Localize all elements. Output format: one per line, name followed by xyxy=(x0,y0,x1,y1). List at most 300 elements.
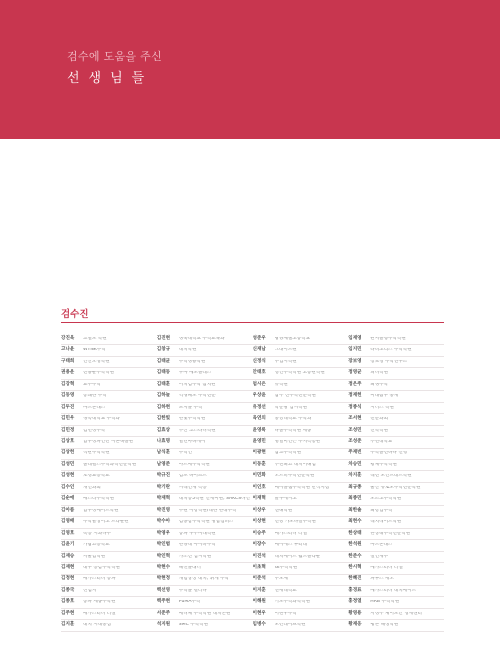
reviewer-affiliation: 구마 메도플레스 xyxy=(178,371,212,376)
reviewer-name: 조성민 xyxy=(348,427,362,433)
reviewer-affiliation: 서정주 제이도안 영재센터 xyxy=(370,611,422,616)
reviewer-affiliation: 부산 코스타디학원 xyxy=(178,428,216,433)
reviewer-affiliation: 마드론래스 xyxy=(83,405,106,410)
reviewer-entry xyxy=(348,357,444,368)
reviewer-entry xyxy=(348,563,444,574)
reviewer-affiliation: 전망 가모다질수학원 xyxy=(274,520,316,525)
reviewer-name: 김두진 xyxy=(61,404,75,410)
reviewer-entry xyxy=(61,529,157,540)
reviewer-affiliation: 진학학원 xyxy=(370,428,389,433)
reviewer-name: 유정선 xyxy=(252,404,266,410)
reviewer-name: 김재승 xyxy=(61,553,75,559)
reviewer-affiliation: 타비고리스 수학학원 xyxy=(370,348,412,353)
reviewer-name: 김종호 xyxy=(61,599,75,605)
reviewer-entry xyxy=(348,368,444,379)
reviewer-affiliation: 역경패도 수학전문 xyxy=(178,394,216,399)
reviewer-affiliation: 전문과외 xyxy=(370,417,389,422)
reviewer-column xyxy=(157,334,253,632)
reviewer-entry xyxy=(157,540,253,551)
reviewer-name: 황재웅 xyxy=(348,622,362,628)
reviewer-name: 김상헌 xyxy=(61,450,75,456)
reviewer-affiliation: 메이플쌤수학학원 반석지점 xyxy=(274,485,330,490)
reviewer-entry xyxy=(157,414,253,425)
reviewer-entry xyxy=(157,334,253,345)
reviewer-entry xyxy=(253,380,349,391)
reviewer-name: 한혜진 xyxy=(348,576,362,582)
reviewer-name: 이민화 xyxy=(252,473,266,479)
reviewer-entry xyxy=(61,437,157,448)
reviewer-name: 임병수 xyxy=(252,622,266,628)
reviewer-name: 한시혁 xyxy=(348,564,362,570)
reviewer-entry xyxy=(61,414,157,425)
reviewer-entry xyxy=(348,529,444,540)
reviewer-affiliation: 인산오성학원 xyxy=(83,359,110,364)
reviewer-affiliation: 미래탐구 중계 xyxy=(370,394,399,399)
reviewer-entry xyxy=(348,426,444,437)
reviewer-affiliation: 유학원 xyxy=(274,382,288,387)
reviewer-affiliation: 메이에스 투터레 xyxy=(274,543,308,548)
reviewer-affiliation: 명일미인은 수지특통관 xyxy=(274,440,321,444)
reviewer-entry xyxy=(253,529,349,540)
reviewer-affiliation: 김포 하이츠트 xyxy=(178,474,207,479)
reviewer-affiliation: PuMA수학 xyxy=(178,600,201,605)
reviewer-entry xyxy=(253,449,349,460)
reviewer-entry xyxy=(348,586,444,597)
reviewer-entry xyxy=(348,575,444,586)
reviewer-entry xyxy=(61,403,157,414)
reviewer-entry xyxy=(253,494,349,505)
reviewer-entry xyxy=(61,540,157,551)
reviewer-name: 이지훈 xyxy=(252,587,266,593)
reviewer-name: 황영용 xyxy=(348,610,362,616)
reviewer-entry xyxy=(253,552,349,563)
reviewer-affiliation: sk수학학원 xyxy=(274,565,298,570)
reviewer-affiliation: 부천최고 대치이해임 xyxy=(274,462,316,467)
reviewer-name: 정은주 xyxy=(348,381,362,387)
reviewer-entry xyxy=(61,620,157,631)
reviewer-entry xyxy=(253,483,349,494)
reviewer-affiliation: 혜선플래너 xyxy=(178,565,201,570)
reviewer-entry xyxy=(348,494,444,505)
reviewer-affiliation: 참주 신수학전문학원 xyxy=(274,394,316,399)
reviewer-affiliation: 참고수학학원 xyxy=(274,451,302,456)
reviewer-affiliation: 수원 이강학원/대한 한대수학 xyxy=(178,508,237,513)
reviewer-name: 이인호 xyxy=(252,484,266,490)
reviewer-entry xyxy=(253,597,349,608)
reviewer-name: 김민정 xyxy=(61,427,75,433)
reviewer-affiliation: 수학발상이고 브라운관 xyxy=(83,520,129,525)
reviewer-affiliation: 다올수학학원 세종 xyxy=(274,428,312,433)
reviewer-entry xyxy=(157,597,253,608)
reviewer-affiliation: 이치김수학 참치관 xyxy=(178,382,216,387)
reviewer-name: 김태훈 xyxy=(156,381,171,387)
reviewer-entry xyxy=(253,540,349,551)
reviewer-name: 이재혁 xyxy=(252,496,266,502)
reviewer-name: 한석원 xyxy=(348,542,362,548)
reviewer-name: 박규진 xyxy=(156,473,171,479)
reviewer-name: 홍정열 xyxy=(348,599,362,605)
reviewer-entry xyxy=(157,380,253,391)
reviewer-entry xyxy=(157,609,253,620)
reviewer-name: 차승민 xyxy=(348,461,362,467)
reviewer-name: 김진현 xyxy=(156,335,171,341)
reviewer-entry xyxy=(348,609,444,620)
reviewer-entry xyxy=(157,529,253,540)
reviewer-affiliation: 통쾌한 수학 xyxy=(83,394,107,399)
reviewer-affiliation: 황제수학학원 xyxy=(370,462,397,467)
reviewer-affiliation: 선임지 xyxy=(83,588,97,593)
reviewer-column xyxy=(61,334,157,632)
reviewer-affiliation: 압구정메이트학원 xyxy=(83,508,119,513)
reviewer-name: 엄시은 xyxy=(252,381,266,387)
reviewer-column xyxy=(348,334,444,632)
reviewer-affiliation: 마드론래스 xyxy=(370,543,393,548)
reviewer-affiliation: 광양제철고등학교 xyxy=(274,336,311,341)
reviewer-name: 이장수 xyxy=(252,542,266,548)
reviewer-name: 최한솔 xyxy=(348,507,362,513)
reviewer-entry xyxy=(348,597,444,608)
reviewer-affiliation: 울산 뉴토모수학전문학원 xyxy=(370,485,421,490)
reviewer-name: 신재남 xyxy=(252,347,266,353)
reviewer-name: 성준우 xyxy=(252,335,266,341)
reviewer-affiliation: 피디학원 xyxy=(370,371,389,376)
reviewer-affiliation: 수학경용학원 xyxy=(178,359,206,364)
reviewer-entry xyxy=(348,345,444,356)
reviewer-affiliation: HRB 수학학원 xyxy=(370,600,400,605)
reviewer-entry xyxy=(253,426,349,437)
reviewer-affiliation: 오르비수학전문학원 xyxy=(274,474,315,479)
reviewer-name: 최규종 xyxy=(348,484,362,490)
reviewer-entry xyxy=(157,506,253,517)
reviewer-entry xyxy=(348,437,444,448)
reviewer-affiliation: 중앙대학교 수학과 xyxy=(274,417,312,422)
reviewer-entry xyxy=(61,483,157,494)
reviewer-affiliation: 한상태수학전문학원 xyxy=(370,531,411,536)
reviewer-affiliation: 직관수학학원 xyxy=(83,451,110,456)
reviewer-affiliation: 대전 모인브레트학원 xyxy=(370,474,412,479)
section-title: 검수진 xyxy=(61,309,89,320)
reviewer-name: 구태희 xyxy=(61,358,75,364)
reviewer-affiliation: 모던레이프학원 xyxy=(274,623,306,628)
reviewer-entry xyxy=(157,586,253,597)
reviewer-entry xyxy=(253,517,349,528)
reviewer-name: 김하현 xyxy=(156,404,171,410)
reviewer-entry xyxy=(61,426,157,437)
reviewer-entry xyxy=(61,471,157,482)
reviewer-name: 남식훈 xyxy=(156,450,171,456)
reviewer-affiliation: 시대인재 특동 xyxy=(178,485,207,490)
reviewer-name: 이진석 xyxy=(252,553,266,559)
reviewer-entry xyxy=(157,620,253,631)
reviewer-entry xyxy=(348,414,444,425)
reviewer-name: 백주현 xyxy=(156,599,171,605)
reviewer-affiliation: 폭동 시과나무 xyxy=(83,531,112,536)
reviewer-name: 백선영 xyxy=(156,587,171,593)
reviewer-name: 이상우 xyxy=(252,507,266,513)
reviewer-affiliation: 최쟁수학 xyxy=(370,382,389,387)
reviewer-name: 정재헌 xyxy=(348,393,362,399)
reviewer-affiliation: 올레벨스수학과학전문학원 xyxy=(83,462,137,467)
reviewer-name: 주재빈 xyxy=(348,450,362,456)
reviewer-entry xyxy=(157,437,253,448)
reviewer-name: 박영우 xyxy=(156,530,171,536)
reviewer-entry xyxy=(348,449,444,460)
reviewer-affiliation: 평촌 해성학원 xyxy=(370,623,399,628)
reviewer-entry xyxy=(61,345,157,356)
reviewer-affiliation: 메스티수학학원 xyxy=(83,497,115,502)
reviewer-entry xyxy=(157,449,253,460)
reviewer-affiliation: 개념상상 대치, 휘게 수학 xyxy=(178,577,229,582)
reviewer-affiliation: 메디체 수학학원 대치본원 xyxy=(178,611,231,616)
reviewer-name: 이초혁 xyxy=(252,564,266,570)
reviewer-name: 김동영 xyxy=(61,393,75,399)
reviewer-name: 김아름 xyxy=(61,507,75,513)
reviewer-entry xyxy=(157,403,253,414)
reviewer-name: 김하늘 xyxy=(156,393,171,399)
reviewer-affiliation: 포지플 수학 xyxy=(178,405,203,410)
reviewer-affiliation: 한빛수학학원 xyxy=(178,417,206,422)
reviewer-affiliation: 개인과외 xyxy=(83,485,101,490)
reviewer-entry xyxy=(61,368,157,379)
reviewer-entry xyxy=(157,357,253,368)
reviewer-affiliation: 대치메이트 월드플라운 xyxy=(274,554,321,559)
reviewer-name: 김태동 xyxy=(156,370,171,376)
reviewer-name: 박진영 xyxy=(156,507,171,513)
reviewer-name: 김성민 xyxy=(61,461,75,467)
reviewer-affiliation: 경북대학교 수학교육과 xyxy=(178,336,225,341)
reviewer-entry xyxy=(157,483,253,494)
reviewer-entry xyxy=(253,414,349,425)
reviewer-name: 정영균 xyxy=(348,370,362,376)
reviewer-name: 최종민 xyxy=(348,496,362,502)
reviewer-affiliation: 메가스터디 러셀 xyxy=(370,565,403,570)
reviewer-entry xyxy=(61,563,157,574)
reviewer-entry xyxy=(61,494,157,505)
reviewer-affiliation: 앤해학원 xyxy=(274,508,293,513)
reviewer-affiliation: 대치동5학원 인재미원, SAKCS나인 xyxy=(178,497,250,502)
reviewer-affiliation: 메가스터디 대치메이트 xyxy=(370,588,417,593)
reviewer-affiliation: 학문당 입시학원 xyxy=(274,405,308,410)
reviewer-name: 김강혁 xyxy=(61,381,75,387)
reviewer-affiliation: 관저블링수학학원 xyxy=(370,336,406,341)
reviewer-entry xyxy=(253,437,349,448)
reviewer-entry xyxy=(157,471,253,482)
reviewer-entry xyxy=(253,575,349,586)
reviewer-name: 정종식 xyxy=(348,404,362,410)
reviewer-affiliation: 이현우수학 xyxy=(274,611,297,616)
reviewer-entry xyxy=(348,506,444,517)
reviewer-entry xyxy=(348,380,444,391)
reviewer-affiliation: 영인수학학원 고등관학원 xyxy=(274,371,325,376)
reviewer-entry xyxy=(253,460,349,471)
reviewer-affiliation: 최강입수학 xyxy=(370,508,393,513)
reviewer-affiliation: 한양대 아이바수학 xyxy=(178,543,216,548)
reviewer-entry xyxy=(157,575,253,586)
reviewer-affiliation: 수학을 길러다 xyxy=(178,588,207,593)
reviewer-name: 이광현 xyxy=(252,450,266,456)
reviewer-name: 이승주 xyxy=(252,530,266,536)
reviewer-grid xyxy=(61,334,444,632)
reviewer-affiliation: 전용운수학학원 xyxy=(83,371,115,376)
reviewer-affiliation: 수학을전하다 신행 xyxy=(370,451,408,456)
reviewer-name: 김영배 xyxy=(61,519,75,525)
reviewer-entry xyxy=(253,345,349,356)
reviewer-entry xyxy=(348,517,444,528)
reviewer-entry xyxy=(157,460,253,471)
reviewer-name: 서준주 xyxy=(156,610,171,616)
reviewer-name: 장보영 xyxy=(348,358,362,364)
reviewer-name: 차지훈 xyxy=(348,473,362,479)
reviewer-entry xyxy=(253,471,349,482)
reviewer-affiliation: 무모제 xyxy=(274,577,288,582)
reviewer-entry xyxy=(157,391,253,402)
reviewer-entry xyxy=(61,517,157,528)
reviewer-entry xyxy=(348,483,444,494)
reviewer-affiliation: 호정교등학교 xyxy=(83,474,110,479)
reviewer-entry xyxy=(61,597,157,608)
reviewer-entry xyxy=(157,517,253,528)
reviewer-entry xyxy=(253,391,349,402)
reviewer-entry xyxy=(157,563,253,574)
reviewer-affiliation: 대치 시대중심 xyxy=(83,623,112,628)
reviewer-affiliation: 김종남수학학원 병납캠퍼스 xyxy=(178,520,234,525)
reviewer-name: 김주현 xyxy=(61,610,75,616)
reviewer-name: 권용운 xyxy=(61,370,75,376)
reviewer-entry xyxy=(157,494,253,505)
reviewer-entry xyxy=(61,460,157,471)
reviewer-affiliation: 대구 공감수학학원 xyxy=(83,565,120,570)
banner-title: 선생님들 xyxy=(67,71,154,86)
reviewer-affiliation: 송파 세종수학원 xyxy=(83,600,116,605)
reviewer-affiliation: 교수수학 xyxy=(83,382,101,387)
reviewer-entry xyxy=(61,506,157,517)
reviewer-affiliation: WYNK수학 xyxy=(83,348,106,353)
reviewer-entry xyxy=(253,403,349,414)
reviewer-name: 이상현 xyxy=(252,519,266,525)
reviewer-name: 우상윤 xyxy=(252,393,266,399)
reviewer-affiliation: 시너스 학원 xyxy=(370,405,394,410)
reviewer-entry xyxy=(253,506,349,517)
reviewer-name: 최현수 xyxy=(348,519,362,525)
reviewer-name: 임재영 xyxy=(348,335,362,341)
reviewer-name: 신정식 xyxy=(252,358,266,364)
reviewer-affiliation: 압구정파인만 이른독볼관 xyxy=(83,440,134,444)
reviewer-name: 김창규 xyxy=(156,347,171,353)
reviewer-affiliation: 장보영 수학연구소 xyxy=(370,359,408,364)
reviewer-name: 박재혁 xyxy=(156,496,171,502)
reviewer-affiliation: 아르베수학학원 xyxy=(178,462,210,467)
reviewer-affiliation: 파투스 세오 xyxy=(370,577,394,582)
reviewer-name: 김성현 xyxy=(61,473,75,479)
reviewer-name: 이현우 xyxy=(252,610,266,616)
reviewer-affiliation: 그래이드원 xyxy=(274,348,297,353)
reviewer-entry xyxy=(253,368,349,379)
reviewer-name: 안태호 xyxy=(252,370,266,376)
reviewer-name: 김민우 xyxy=(61,416,75,422)
reviewer-entry xyxy=(253,586,349,597)
reviewer-name: 김재현 xyxy=(61,564,75,570)
reviewer-affiliation: 연세대학교 xyxy=(274,588,297,593)
reviewer-entry xyxy=(348,391,444,402)
reviewer-name: 조성준 xyxy=(348,439,362,444)
reviewer-affiliation: 대치학원 xyxy=(178,348,197,353)
reviewer-name: 박인혁 xyxy=(156,553,171,559)
reviewer-affiliation: 부천대학교 xyxy=(370,440,393,444)
reviewer-entry xyxy=(348,540,444,551)
reviewer-entry xyxy=(157,426,253,437)
reviewer-entry xyxy=(61,357,157,368)
reviewer-name: 김태균 xyxy=(156,358,171,364)
reviewer-entry xyxy=(253,334,349,345)
reviewer-affiliation: 가소진 입시학원 xyxy=(178,554,212,559)
reviewer-entry xyxy=(253,609,349,620)
reviewer-affiliation: 골구에시고 xyxy=(274,497,297,502)
reviewer-entry xyxy=(253,357,349,368)
reviewer-entry xyxy=(61,575,157,586)
reviewer-name: 김윤기 xyxy=(61,542,75,548)
reviewer-entry xyxy=(61,380,157,391)
reviewer-affiliation: 메가스터디 러셀 xyxy=(274,531,308,536)
reviewer-affiliation: 메가스터디 러셀 xyxy=(83,611,116,616)
reviewer-name: 박인범 xyxy=(156,542,171,548)
reviewer-entry xyxy=(61,552,157,563)
reviewer-entry xyxy=(253,620,349,631)
reviewer-affiliation: 김민정수학 xyxy=(83,428,106,433)
banner-subtitle: 검수에 도움을 주신 xyxy=(67,50,163,63)
reviewer-affiliation: 경복대학교 수학과 xyxy=(83,417,120,422)
reviewer-entry xyxy=(61,449,157,460)
reviewer-name: 강진육 xyxy=(61,335,75,341)
reviewer-name: 조서현 xyxy=(348,416,362,422)
reviewer-name: 한준수 xyxy=(348,553,362,559)
reviewer-affiliation: 수학인 xyxy=(178,451,193,456)
reviewer-entry xyxy=(253,563,349,574)
reviewer-entry xyxy=(157,368,253,379)
reviewer-entry xyxy=(348,460,444,471)
reviewer-entry xyxy=(157,552,253,563)
reviewer-name: 이동훈 xyxy=(252,461,266,467)
header-banner xyxy=(0,0,500,139)
section-rule xyxy=(61,322,444,323)
reviewer-affiliation: SMC 수학학원 xyxy=(178,623,209,628)
reviewer-entry xyxy=(348,620,444,631)
reviewer-entry xyxy=(348,334,444,345)
reviewer-name: 김지훈 xyxy=(61,622,75,628)
reviewer-name: 남영준 xyxy=(156,461,171,467)
reviewer-name: 이해원 xyxy=(252,599,266,605)
reviewer-entry xyxy=(348,471,444,482)
reviewer-name: 임지민 xyxy=(348,347,362,353)
reviewer-affiliation: 열린마하게이 xyxy=(178,440,206,444)
reviewer-name: 한상태 xyxy=(348,530,362,536)
reviewer-affiliation: 메가스터디 송파 xyxy=(83,577,116,582)
reviewer-affiliation: 수입시학원 xyxy=(274,359,297,364)
reviewer-name: 박기란 xyxy=(156,484,171,490)
reviewer-affiliation: 설인재수 xyxy=(370,554,389,559)
reviewer-name: 김수인 xyxy=(61,484,75,490)
reviewer-entry xyxy=(61,334,157,345)
reviewer-name: 김한빛 xyxy=(156,416,171,422)
reviewer-affiliation: 기도수학과학학원 xyxy=(274,600,311,605)
reviewer-name: 김영호 xyxy=(61,530,75,536)
reviewer-entry xyxy=(61,609,157,620)
reviewer-affiliation: 고밀도 학원 xyxy=(83,336,107,341)
reviewer-affiliation: 서울임학원 xyxy=(83,554,106,559)
reviewer-name: 김상호 xyxy=(61,439,75,444)
reviewer-name: 김정현 xyxy=(61,576,75,582)
reviewer-column xyxy=(253,334,349,632)
reviewer-entry xyxy=(348,552,444,563)
